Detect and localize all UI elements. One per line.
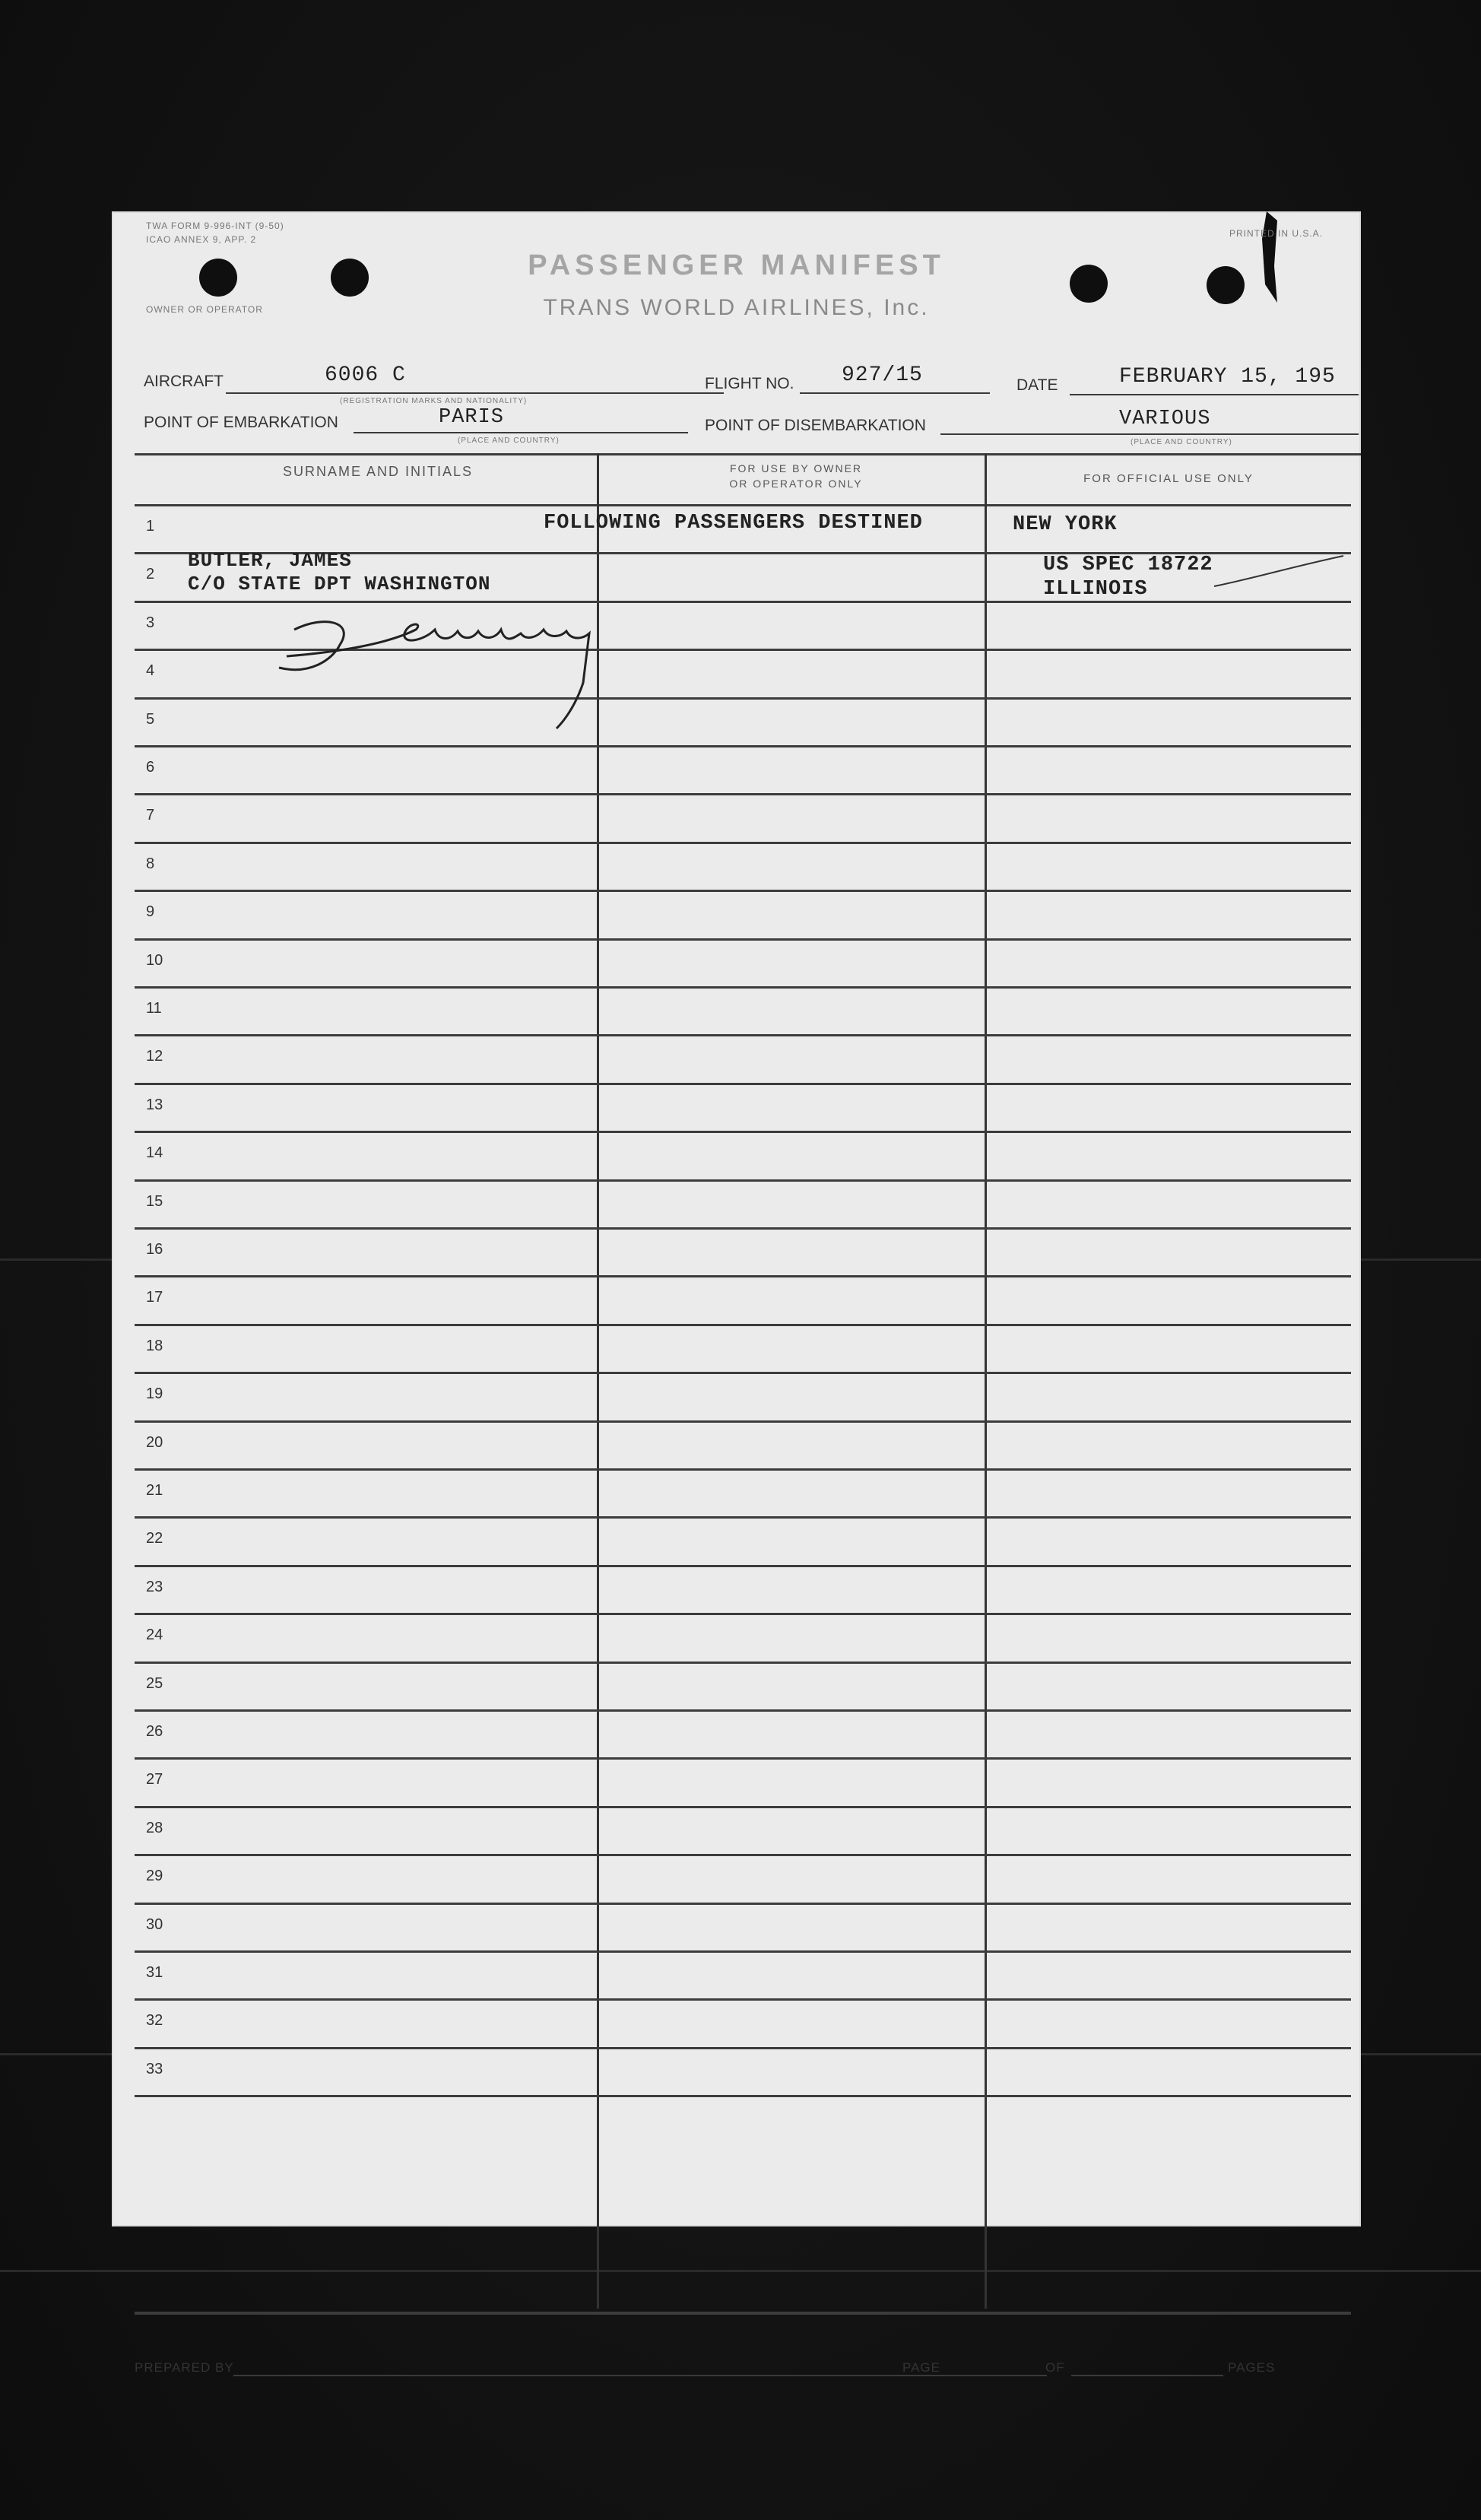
- aircraft-label: AIRCRAFT: [144, 373, 224, 390]
- row-number: 12: [146, 1048, 163, 1065]
- row-number: 17: [146, 1289, 163, 1306]
- row-rule: [135, 890, 1351, 892]
- row-number: 31: [146, 1964, 163, 1981]
- row-number: 10: [146, 951, 163, 969]
- row-number: 27: [146, 1771, 163, 1788]
- row-rule: [135, 1998, 1351, 2001]
- official-state-entry: ILLINOIS: [1043, 578, 1148, 601]
- embarkation-line: [354, 432, 688, 433]
- row-number: 32: [146, 2012, 163, 2030]
- row-rule: [135, 1468, 1351, 1471]
- row-rule: [135, 1324, 1351, 1326]
- aircraft-line: [226, 392, 724, 394]
- page-label: PAGE: [902, 2360, 940, 2375]
- row-number: 20: [146, 1433, 163, 1451]
- row-rule: [135, 986, 1351, 989]
- row-rule: [135, 2047, 1351, 2049]
- embarkation-label: POINT OF EMBARKATION: [144, 414, 338, 431]
- row-rule: [135, 1709, 1351, 1712]
- row-number: 1: [146, 518, 155, 535]
- disembarkation-note: (PLACE AND COUNTRY): [1131, 438, 1232, 446]
- form-number: TWA FORM 9-996-INT (9-50): [146, 221, 284, 231]
- row-rule: [135, 1372, 1351, 1374]
- row-number: 25: [146, 1674, 163, 1692]
- row-number: 3: [146, 614, 155, 631]
- owner-label: OWNER OR OPERATOR: [146, 304, 263, 315]
- row-rule: [135, 938, 1351, 941]
- disembarkation-line: [940, 433, 1359, 435]
- row-rule: [135, 1275, 1351, 1277]
- embarkation-value: PARIS: [439, 406, 505, 429]
- column-header-surname: SURNAME AND INITIALS: [282, 464, 474, 479]
- row-rule: [135, 1613, 1351, 1615]
- column-header-owner-line1: FOR USE BY OWNER: [729, 462, 863, 474]
- date-line: [1070, 394, 1359, 395]
- row-rule: [135, 1083, 1351, 1085]
- row-rule: [135, 745, 1351, 747]
- row-rule: [135, 793, 1351, 795]
- pages-label: PAGES: [1228, 2360, 1276, 2375]
- row-rule: [135, 1757, 1351, 1760]
- icao-reference: ICAO ANNEX 9, APP. 2: [146, 234, 257, 245]
- row-number: 9: [146, 903, 155, 921]
- row-number: 16: [146, 1241, 163, 1258]
- embarkation-note: (PLACE AND COUNTRY): [458, 436, 560, 445]
- row-number: 22: [146, 1530, 163, 1547]
- row-number: 13: [146, 1096, 163, 1113]
- date-label: DATE: [1016, 376, 1058, 394]
- prepared-by-line: [233, 2375, 967, 2376]
- row-rule: [135, 1034, 1351, 1036]
- row-rule: [135, 1950, 1351, 1953]
- row-number: 24: [146, 1627, 163, 1644]
- row-number: 2: [146, 566, 155, 583]
- row-rule: [135, 1854, 1351, 1856]
- row-rule: [135, 1661, 1351, 1664]
- row-rule: [135, 1565, 1351, 1567]
- row-rule: [135, 1179, 1351, 1182]
- of-label: OF: [1045, 2360, 1065, 2375]
- row-number: 21: [146, 1482, 163, 1499]
- row-rule: [135, 1903, 1351, 1905]
- row-rule: [135, 1516, 1351, 1519]
- row-rule: [135, 1420, 1351, 1423]
- airline-name: TRANS WORLD AIRLINES, Inc.: [543, 295, 930, 320]
- table-top-border: [135, 453, 1361, 455]
- date-value: FEBRUARY 15, 195: [1119, 365, 1336, 389]
- passenger-name: BUTLER, JAMES: [188, 549, 352, 572]
- row-number: 15: [146, 1192, 163, 1210]
- flight-value: 927/15: [842, 363, 923, 387]
- official-passport-entry: US SPEC 18722: [1043, 554, 1213, 576]
- passenger-address: C/O STATE DPT WASHINGTON: [188, 573, 491, 595]
- column-header-owner-line2: OR OPERATOR ONLY: [729, 478, 863, 490]
- row-rule: [135, 842, 1351, 844]
- header-bottom-rule: [135, 504, 1351, 506]
- row-rule: [135, 1227, 1351, 1230]
- row1-destination-city: NEW YORK: [1013, 513, 1118, 536]
- row1-destination-note: FOLLOWING PASSENGERS DESTINED: [544, 512, 923, 535]
- aircraft-note: (REGISTRATION MARKS AND NATIONALITY): [340, 397, 528, 405]
- official-check-mark: [1207, 552, 1359, 598]
- column-header-official: FOR OFFICIAL USE ONLY: [1083, 472, 1254, 485]
- row-number: 28: [146, 1819, 163, 1836]
- flight-line: [800, 392, 990, 394]
- row-number: 8: [146, 855, 155, 872]
- table-bottom-border: [135, 2312, 1351, 2315]
- row-number: 7: [146, 807, 155, 824]
- row-number: 29: [146, 1868, 163, 1885]
- row-number: 14: [146, 1144, 163, 1162]
- handwritten-signature: [264, 599, 796, 736]
- printed-in-usa: PRINTED IN U.S.A.: [1229, 228, 1324, 239]
- aircraft-value: 6006 C: [325, 363, 406, 387]
- form-title: PASSENGER MANIFEST: [528, 249, 945, 281]
- row-number: 6: [146, 759, 155, 776]
- disembarkation-value: VARIOUS: [1119, 408, 1211, 430]
- row-number: 18: [146, 1337, 163, 1354]
- row-rule: [135, 2095, 1351, 2097]
- row-number: 33: [146, 2060, 163, 2077]
- prepared-by-label: PREPARED BY: [135, 2360, 234, 2375]
- row-number: 11: [146, 1000, 162, 1017]
- page-line: [948, 2375, 1047, 2376]
- row-number: 19: [146, 1385, 163, 1403]
- row-number: 30: [146, 1915, 163, 1933]
- film-scratch: [0, 2270, 1481, 2272]
- row-number: 4: [146, 662, 155, 680]
- row-number: 5: [146, 710, 155, 728]
- row-rule: [135, 1806, 1351, 1808]
- manifest-form: [112, 211, 1361, 2375]
- of-line: [1071, 2375, 1223, 2376]
- disembarkation-label: POINT OF DISEMBARKATION: [705, 417, 926, 434]
- row-number: 23: [146, 1578, 163, 1595]
- flight-label: FLIGHT NO.: [705, 375, 794, 392]
- row-number: 26: [146, 1723, 163, 1740]
- row-rule: [135, 1131, 1351, 1133]
- column-divider-2: [985, 453, 987, 2309]
